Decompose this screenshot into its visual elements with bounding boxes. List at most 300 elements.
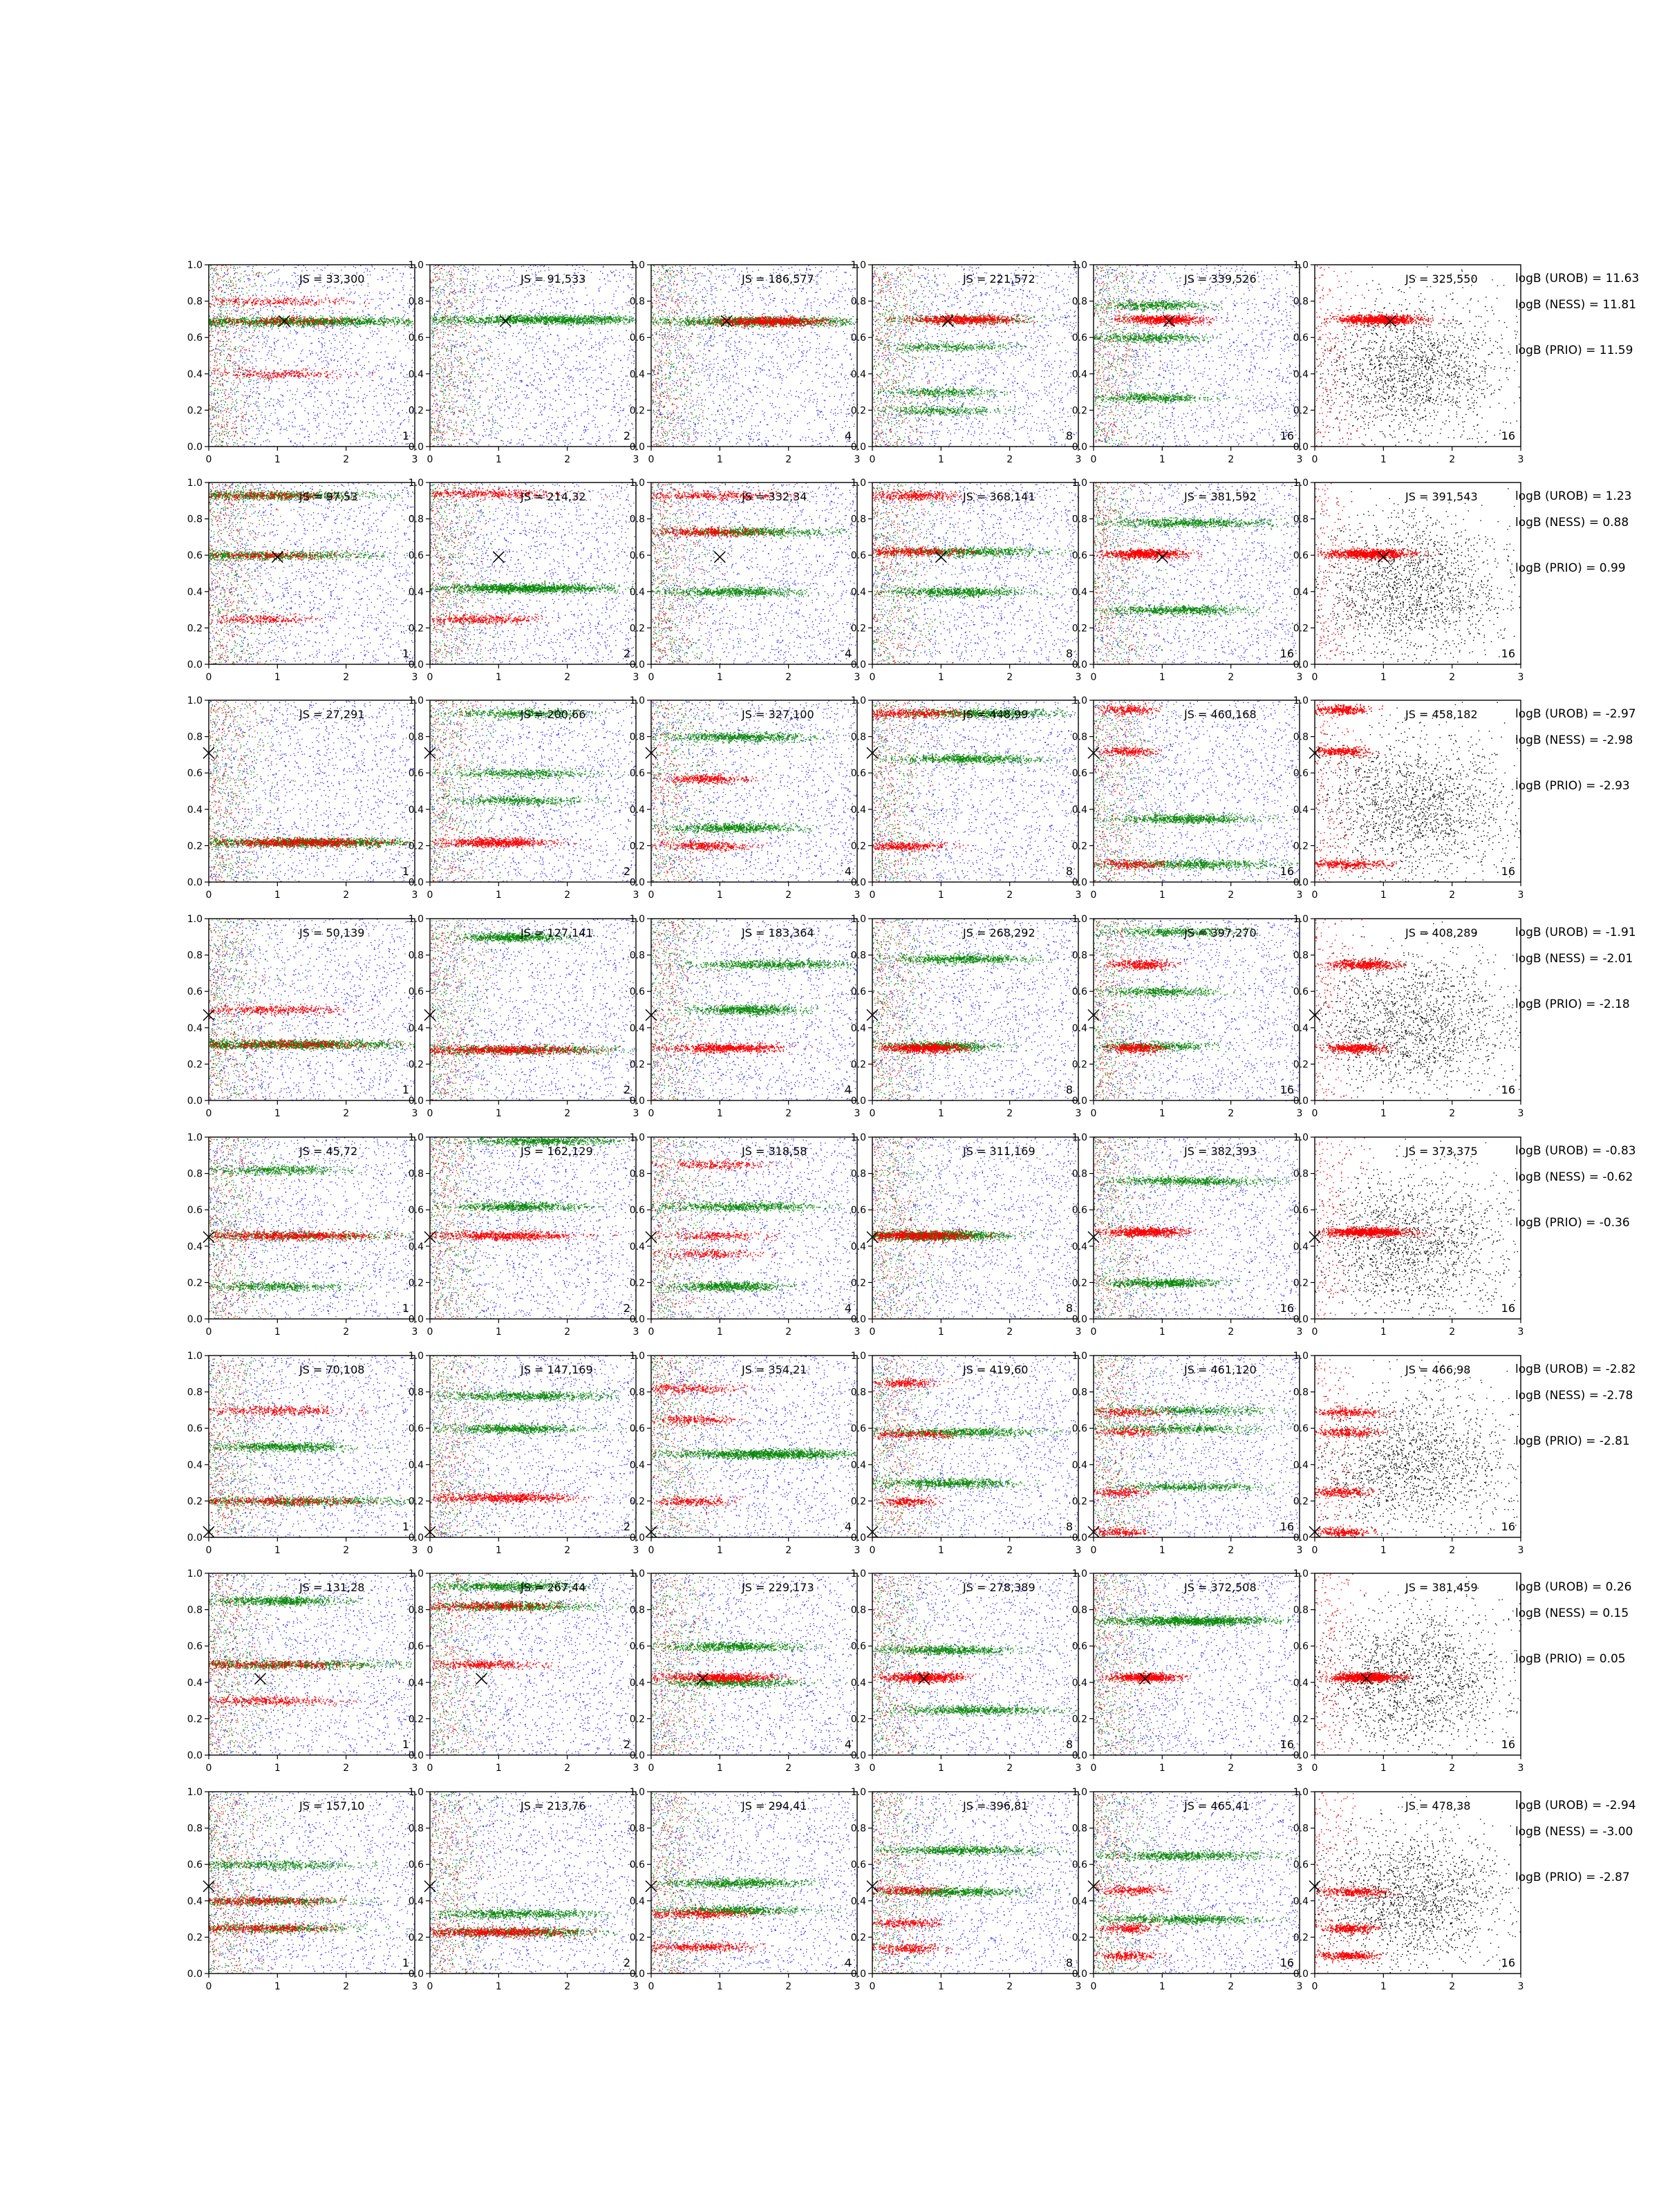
- x-tick-label: 0: [1090, 1327, 1097, 1338]
- y-tick-label: 0.6: [850, 768, 866, 780]
- x-tick-label: 2: [1228, 1108, 1235, 1119]
- x-tick-label: 0: [648, 890, 655, 901]
- x-tick-label: 0: [1311, 672, 1318, 683]
- y-tick-label: 0.2: [1071, 405, 1087, 417]
- y-tick-label: 0.6: [408, 768, 424, 780]
- scatter-points: [1094, 919, 1300, 1101]
- y-tick-label: 0.2: [408, 405, 424, 417]
- scatter-panel: [851, 1787, 1082, 1992]
- x-tick-label: 3: [1296, 1327, 1303, 1338]
- scatter-points: [1094, 1356, 1300, 1538]
- scatter-panel: [851, 1568, 1082, 1774]
- scatter-panel: [630, 1132, 861, 1338]
- panel-corner-label: 2: [623, 865, 630, 878]
- y-tick-label: 0.6: [408, 1423, 424, 1435]
- x-tick-label: 2: [564, 1545, 571, 1556]
- x-tick-label: 1: [716, 1545, 723, 1556]
- black-sample-points: [1315, 1573, 1521, 1756]
- y-tick-label: 0.6: [1293, 550, 1309, 562]
- panel-corner-label: 1: [402, 1956, 409, 1969]
- green-sample-points: [430, 1792, 531, 1974]
- y-tick-label: 0.6: [1293, 1859, 1309, 1871]
- x-tick-label: 0: [1090, 1108, 1097, 1119]
- y-tick-label: 0.2: [187, 1714, 203, 1725]
- y-tick-label: 0.2: [629, 1277, 645, 1289]
- x-tick-label: 1: [716, 1981, 723, 1992]
- x-tick-label: 2: [343, 1327, 350, 1338]
- x-tick-label: 3: [1296, 1763, 1303, 1774]
- js-annotation: JS = 382,393: [1184, 1145, 1257, 1158]
- js-annotation: JS = 368,141: [963, 490, 1035, 503]
- blue-sample-points: [209, 1792, 415, 1974]
- x-tick-label: 0: [205, 1981, 212, 1992]
- y-tick-label: 1.0: [850, 478, 866, 489]
- x-tick-label: 0: [869, 1545, 876, 1556]
- x-tick-label: 0: [1311, 890, 1318, 901]
- scatter-points: [651, 482, 858, 665]
- y-tick-label: 0.8: [629, 1387, 645, 1398]
- x-tick-label: 0: [869, 1981, 876, 1992]
- y-tick-label: 0.8: [850, 1168, 866, 1180]
- y-tick-label: 0.0: [1293, 659, 1309, 671]
- x-tick-label: 2: [1006, 890, 1013, 901]
- y-tick-label: 1.0: [629, 1568, 645, 1580]
- y-tick-label: 0.6: [629, 1423, 645, 1435]
- green-sample-points: [872, 1137, 968, 1319]
- x-tick-label: 0: [1090, 672, 1097, 683]
- green-sample-points: [430, 265, 537, 447]
- y-tick-label: 0.4: [408, 1459, 424, 1471]
- y-tick-label: 0.8: [187, 1823, 203, 1835]
- panel-corner-label: 1: [402, 1302, 409, 1315]
- x-tick-label: 1: [937, 890, 944, 901]
- x-tick-label: 0: [648, 454, 655, 465]
- logb-annotations: [1515, 1144, 1636, 1230]
- x-tick-label: 1: [1380, 1981, 1387, 1992]
- x-tick-label: 3: [1296, 454, 1303, 465]
- blue-sample-points: [1094, 700, 1300, 883]
- y-tick-label: 1.0: [408, 478, 424, 489]
- scatter-panel: [851, 478, 1082, 683]
- y-tick-label: 0.0: [408, 442, 424, 453]
- axes-frame: [430, 265, 636, 447]
- y-tick-label: 0.6: [187, 1641, 203, 1653]
- panel-corner-label: 16: [1501, 1302, 1515, 1315]
- scatter-panel: [1072, 1787, 1303, 1992]
- x-tick-label: 1: [274, 890, 281, 901]
- x-tick-label: 2: [785, 1763, 792, 1774]
- x-tick-label: 0: [427, 1545, 433, 1556]
- logb-label: logB (PRIO) = -2.87: [1515, 1871, 1630, 1884]
- x-tick-label: 0: [1090, 454, 1097, 465]
- scatter-points: [430, 700, 637, 883]
- scatter-panel: [1072, 695, 1303, 901]
- y-tick-label: 0.2: [850, 1932, 866, 1944]
- scatter-panel: [409, 914, 639, 1119]
- x-tick-label: 3: [1517, 1108, 1524, 1119]
- logb-label: logB (PRIO) = -2.18: [1515, 997, 1630, 1011]
- y-tick-label: 0.0: [629, 659, 645, 671]
- y-tick-label: 0.6: [850, 550, 866, 562]
- red-sample-points: [1315, 265, 1387, 447]
- x-tick-label: 1: [1380, 890, 1387, 901]
- x-tick-label: 2: [785, 1545, 792, 1556]
- green-sample-points: [1094, 1356, 1195, 1538]
- y-tick-label: 0.8: [1071, 950, 1087, 962]
- axes-frame: [209, 482, 415, 664]
- scatter-points: [651, 1573, 858, 1756]
- x-tick-label: 3: [632, 1763, 639, 1774]
- true-value-marker: [714, 552, 725, 563]
- y-tick-label: 0.0: [1293, 1314, 1309, 1325]
- blue-sample-points: [430, 1137, 637, 1320]
- blue-sample-points: [651, 1573, 858, 1756]
- x-tick-label: 3: [854, 890, 861, 901]
- y-tick-label: 0.4: [187, 804, 203, 816]
- y-tick-label: 0.4: [1293, 1022, 1309, 1034]
- x-tick-label: 2: [785, 890, 792, 901]
- logb-label: logB (UROB) = -2.82: [1515, 1362, 1636, 1376]
- scatter-points: [1315, 483, 1520, 665]
- y-tick-label: 0.4: [629, 1895, 645, 1907]
- y-tick-label: 1.0: [1293, 1568, 1309, 1580]
- scatter-panel: [187, 695, 418, 901]
- y-tick-label: 0.0: [850, 877, 866, 888]
- x-tick-label: 3: [411, 1981, 418, 1992]
- y-tick-label: 0.6: [1071, 1859, 1087, 1871]
- axes-frame: [430, 1792, 636, 1974]
- x-tick-label: 1: [495, 1327, 502, 1338]
- logb-label: logB (PRIO) = -2.93: [1515, 779, 1630, 793]
- x-tick-label: 2: [1006, 454, 1013, 465]
- js-annotation: JS = 278,389: [963, 1581, 1035, 1594]
- y-tick-label: 0.6: [1293, 768, 1309, 780]
- x-tick-label: 1: [937, 672, 944, 683]
- green-sample-points: [430, 484, 534, 664]
- y-tick-label: 0.2: [1293, 841, 1309, 852]
- panel-corner-label: 4: [844, 1083, 852, 1096]
- scatter-points: [1094, 1573, 1300, 1756]
- scatter-panel: [187, 1787, 418, 1992]
- x-tick-label: 0: [427, 1327, 433, 1338]
- x-tick-label: 3: [854, 1981, 861, 1992]
- x-tick-label: 1: [1159, 1763, 1165, 1774]
- panel-corner-label: 16: [1501, 647, 1515, 660]
- y-tick-label: 0.0: [408, 1533, 424, 1544]
- red-sample-points: [430, 482, 512, 664]
- x-tick-label: 1: [1159, 1545, 1165, 1556]
- x-tick-label: 0: [205, 1327, 212, 1338]
- y-tick-label: 0.2: [408, 1932, 424, 1944]
- x-tick-label: 3: [632, 1108, 639, 1119]
- y-tick-label: 0.0: [1071, 1969, 1087, 1980]
- true-value-marker: [476, 1674, 487, 1685]
- logb-label: logB (UROB) = -1.91: [1515, 926, 1636, 939]
- y-tick-label: 0.2: [1071, 1714, 1087, 1725]
- y-tick-label: 0.8: [187, 1604, 203, 1616]
- js-annotation: JS = 131,28: [299, 1581, 365, 1594]
- y-tick-label: 0.4: [629, 1022, 645, 1034]
- x-tick-label: 3: [1075, 1763, 1082, 1774]
- y-tick-label: 1.0: [1071, 914, 1087, 925]
- y-tick-label: 0.2: [187, 623, 203, 635]
- y-tick-label: 0.0: [850, 1096, 866, 1107]
- x-tick-label: 3: [1075, 454, 1082, 465]
- y-tick-label: 0.0: [629, 1096, 645, 1107]
- y-tick-label: 0.0: [1071, 1314, 1087, 1325]
- green-sample-points: [209, 482, 312, 665]
- scatter-panel: [1293, 1568, 1524, 1774]
- scatter-panel: [851, 695, 1082, 901]
- scatter-panel: [1293, 260, 1524, 465]
- x-tick-label: 2: [564, 672, 571, 683]
- x-tick-label: 3: [1075, 672, 1082, 683]
- y-tick-label: 0.0: [408, 1969, 424, 1980]
- y-tick-label: 0.8: [1293, 1604, 1309, 1616]
- x-tick-label: 2: [564, 1981, 571, 1992]
- y-tick-label: 0.0: [408, 877, 424, 888]
- y-tick-label: 0.2: [1293, 1496, 1309, 1508]
- x-tick-label: 0: [427, 1763, 433, 1774]
- panel-corner-label: 16: [1280, 1738, 1294, 1751]
- y-tick-label: 0.8: [850, 1387, 866, 1398]
- y-tick-label: 0.4: [850, 586, 866, 598]
- y-tick-label: 0.8: [1293, 1823, 1309, 1835]
- y-tick-label: 1.0: [187, 478, 203, 489]
- y-tick-label: 0.8: [408, 1823, 424, 1835]
- red-sample-points: [874, 1671, 993, 1685]
- panel-corner-label: 2: [623, 1520, 630, 1533]
- green-sample-points: [651, 482, 774, 664]
- logb-annotations: [1515, 926, 1636, 1011]
- y-tick-label: 0.6: [1071, 986, 1087, 998]
- green-sample-points: [872, 1573, 982, 1756]
- panel-corner-label: 2: [623, 1083, 630, 1096]
- x-tick-label: 1: [274, 1981, 281, 1992]
- x-tick-label: 1: [495, 1108, 502, 1119]
- panel-corner-label: 8: [1065, 1520, 1073, 1533]
- logb-label: logB (PRIO) = -0.36: [1515, 1216, 1630, 1230]
- red-sample-points: [209, 484, 287, 665]
- x-tick-label: 2: [343, 1763, 350, 1774]
- scatter-points: [1315, 701, 1521, 883]
- scatter-points: [1315, 1573, 1521, 1756]
- scatter-panel: [851, 260, 1082, 465]
- y-tick-label: 1.0: [1293, 1787, 1309, 1798]
- scatter-points: [872, 919, 1079, 1102]
- y-tick-label: 0.2: [408, 1714, 424, 1725]
- x-tick-label: 0: [427, 890, 433, 901]
- logb-label: logB (PRIO) = 0.99: [1515, 561, 1626, 575]
- y-tick-label: 0.2: [629, 1496, 645, 1508]
- scatter-points: [209, 1356, 415, 1538]
- y-tick-label: 0.4: [850, 804, 866, 816]
- y-tick-label: 0.8: [1071, 731, 1087, 743]
- y-tick-label: 0.6: [629, 550, 645, 562]
- scatter-panel: [187, 260, 418, 465]
- x-tick-label: 1: [274, 672, 281, 683]
- blue-sample-points: [872, 1356, 1079, 1539]
- scatter-panel: [1293, 1132, 1524, 1338]
- logb-label: logB (PRIO) = -2.81: [1515, 1434, 1630, 1448]
- y-tick-label: 0.8: [850, 1604, 866, 1616]
- red-sample-points: [430, 1356, 517, 1537]
- x-tick-label: 2: [1006, 1763, 1013, 1774]
- red-sample-points: [1094, 703, 1179, 871]
- js-annotation: JS = 397,270: [1184, 926, 1257, 939]
- scatter-panel: [630, 478, 861, 683]
- scatter-points: [651, 700, 858, 883]
- y-tick-label: 0.0: [187, 1096, 203, 1107]
- logb-label: logB (UROB) = 0.26: [1515, 1580, 1632, 1594]
- js-annotation: JS = 91,533: [521, 272, 586, 285]
- scatter-panel: [409, 478, 639, 683]
- y-tick-label: 0.8: [187, 731, 203, 743]
- x-tick-label: 3: [411, 1108, 418, 1119]
- x-tick-label: 0: [1090, 1545, 1097, 1556]
- x-tick-label: 1: [937, 1545, 944, 1556]
- blue-sample-points: [430, 265, 637, 447]
- js-annotation: JS = 50,139: [299, 926, 365, 939]
- y-tick-label: 0.8: [1071, 514, 1087, 525]
- axes-frame: [1315, 1573, 1521, 1755]
- y-tick-label: 0.0: [1293, 1096, 1309, 1107]
- green-sample-points: [651, 1639, 846, 1692]
- y-tick-label: 0.6: [187, 768, 203, 780]
- y-tick-label: 0.6: [187, 1859, 203, 1871]
- y-tick-label: 1.0: [1071, 1132, 1087, 1143]
- y-tick-label: 0.4: [408, 1895, 424, 1907]
- y-tick-label: 0.6: [1293, 1205, 1309, 1217]
- x-tick-label: 0: [205, 1545, 212, 1556]
- x-tick-label: 0: [648, 1763, 655, 1774]
- js-annotation: JS = 381,459: [1405, 1581, 1478, 1594]
- x-tick-label: 3: [1296, 1545, 1303, 1556]
- red-sample-points: [872, 700, 956, 883]
- x-tick-label: 3: [1517, 454, 1524, 465]
- logb-annotations: [1515, 489, 1631, 575]
- y-tick-label: 0.6: [187, 1423, 203, 1435]
- x-tick-label: 2: [1228, 1327, 1235, 1338]
- scatter-points: [1315, 1358, 1521, 1538]
- js-annotation: JS = 461,120: [1184, 1363, 1257, 1376]
- x-tick-label: 1: [1159, 890, 1165, 901]
- js-annotation: JS = 147,169: [521, 1363, 593, 1376]
- scatter-points: [651, 265, 858, 447]
- axes-frame: [1094, 919, 1300, 1100]
- green-sample-points: [651, 524, 858, 600]
- y-tick-label: 0.2: [1293, 405, 1309, 417]
- js-annotation: JS = 339,526: [1184, 272, 1257, 285]
- js-annotation: JS = 478,38: [1405, 1799, 1471, 1812]
- y-tick-label: 0.0: [1293, 1750, 1309, 1761]
- y-tick-label: 0.0: [629, 1533, 645, 1544]
- red-sample-points: [1315, 1792, 1367, 1974]
- blue-sample-points: [430, 700, 637, 883]
- scatter-panel: [409, 695, 639, 901]
- y-tick-label: 0.0: [408, 1314, 424, 1325]
- x-tick-label: 2: [564, 454, 571, 465]
- y-tick-label: 0.6: [1293, 1641, 1309, 1653]
- logb-label: logB (NESS) = 11.81: [1515, 298, 1637, 312]
- y-tick-label: 0.8: [1293, 514, 1309, 525]
- y-tick-label: 0.0: [629, 1314, 645, 1325]
- y-tick-label: 1.0: [187, 695, 203, 706]
- green-sample-points: [1094, 1573, 1200, 1756]
- y-tick-label: 0.2: [408, 1277, 424, 1289]
- js-annotation: JS = 45,72: [299, 1145, 358, 1158]
- green-sample-points: [1094, 265, 1205, 447]
- y-tick-label: 1.0: [850, 1787, 866, 1798]
- blue-sample-points: [1094, 482, 1300, 665]
- y-tick-label: 0.6: [629, 332, 645, 344]
- blue-sample-points: [651, 482, 858, 665]
- axes-frame: [1094, 1356, 1300, 1537]
- logb-annotations: [1515, 1580, 1631, 1666]
- y-tick-label: 0.4: [850, 368, 866, 380]
- y-tick-label: 0.6: [629, 1641, 645, 1653]
- scatter-panel: [1293, 1351, 1524, 1556]
- scatter-panel: [1072, 1568, 1303, 1774]
- js-annotation: JS = 294,41: [742, 1799, 807, 1812]
- x-tick-label: 1: [716, 454, 723, 465]
- y-tick-label: 0.8: [629, 950, 645, 962]
- blue-sample-points: [651, 700, 858, 883]
- panel-corner-label: 8: [1065, 1738, 1073, 1751]
- y-tick-label: 0.8: [629, 514, 645, 525]
- x-tick-label: 0: [427, 1981, 433, 1992]
- red-sample-points: [1319, 312, 1456, 329]
- js-annotation: JS = 460,168: [1184, 708, 1257, 721]
- x-tick-label: 0: [1311, 1981, 1318, 1992]
- x-tick-label: 2: [1449, 1545, 1456, 1556]
- scatter-panel: [630, 914, 861, 1119]
- panel-corner-label: 4: [844, 1738, 852, 1751]
- y-tick-label: 0.8: [850, 1823, 866, 1835]
- green-sample-points: [651, 1356, 763, 1538]
- js-annotation: JS = 268,292: [963, 926, 1035, 939]
- x-tick-label: 1: [1380, 1545, 1387, 1556]
- red-sample-points: [651, 1384, 773, 1507]
- y-tick-label: 0.2: [187, 405, 203, 417]
- y-tick-label: 0.2: [850, 1714, 866, 1725]
- y-tick-label: 0.2: [850, 1277, 866, 1289]
- green-sample-points: [651, 701, 771, 883]
- x-tick-label: 3: [854, 1327, 861, 1338]
- y-tick-label: 1.0: [187, 914, 203, 925]
- red-sample-points: [1094, 919, 1162, 1101]
- x-tick-label: 0: [427, 672, 433, 683]
- y-tick-label: 0.4: [408, 1241, 424, 1253]
- y-tick-label: 0.4: [1293, 586, 1309, 598]
- y-tick-label: 0.4: [408, 1022, 424, 1034]
- x-tick-label: 0: [648, 1545, 655, 1556]
- y-tick-label: 0.8: [187, 1168, 203, 1180]
- js-annotation: JS = 70,108: [299, 1363, 365, 1376]
- scatter-points: [209, 1573, 415, 1756]
- green-sample-points: [209, 1440, 415, 1508]
- red-sample-points: [651, 265, 740, 447]
- y-tick-label: 1.0: [629, 1132, 645, 1143]
- y-tick-label: 0.2: [408, 1059, 424, 1071]
- y-tick-label: 0.0: [187, 1969, 203, 1980]
- scatter-points: [1094, 265, 1300, 447]
- x-tick-label: 0: [869, 1327, 876, 1338]
- y-tick-label: 0.2: [850, 841, 866, 852]
- y-tick-label: 0.8: [1071, 1823, 1087, 1835]
- js-annotation: JS = 325,550: [1405, 272, 1478, 285]
- green-sample-points: [209, 1792, 297, 1974]
